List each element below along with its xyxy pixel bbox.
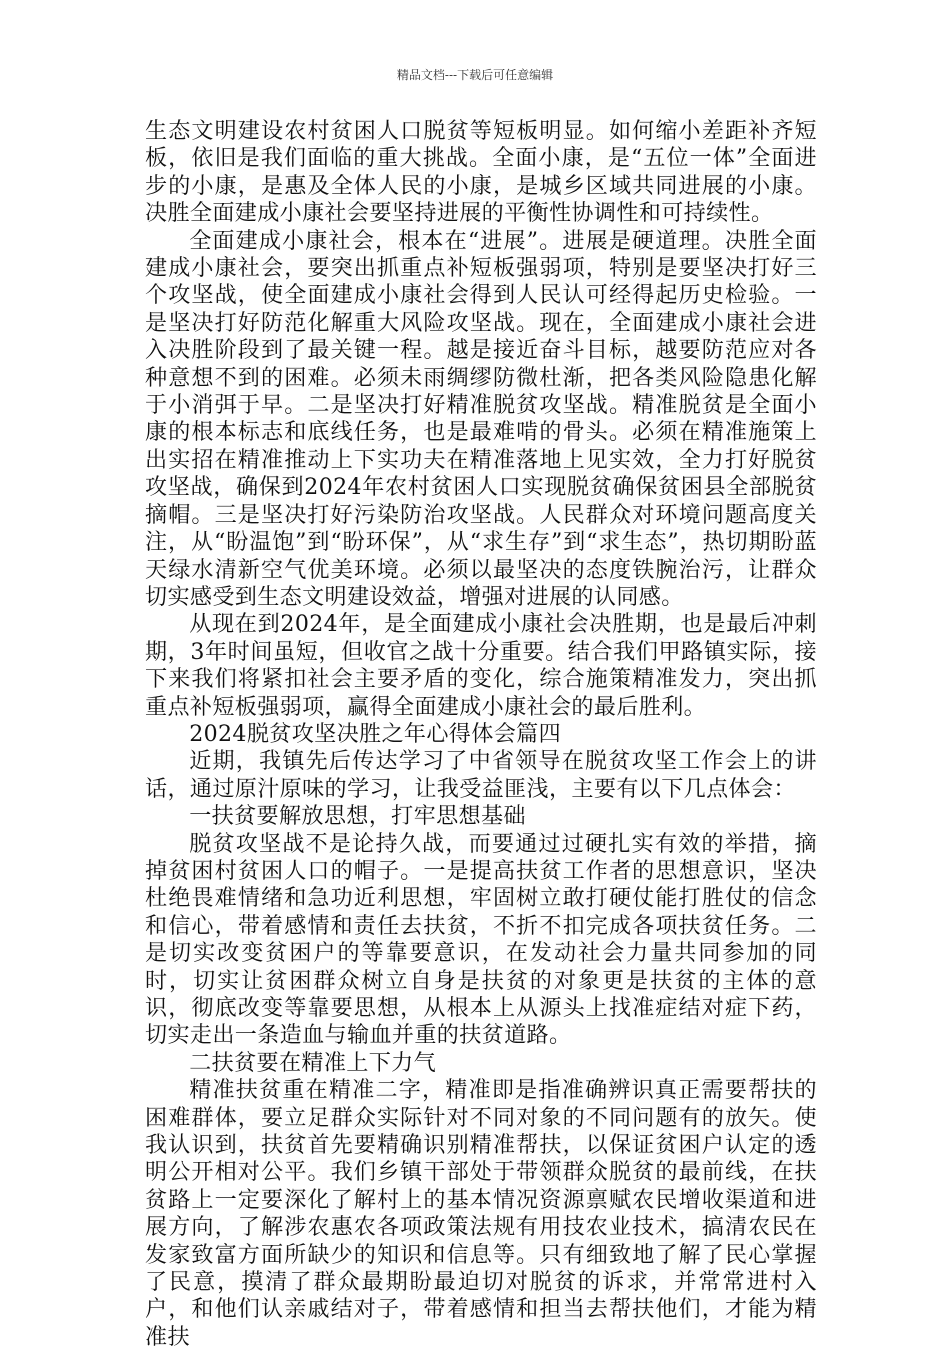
- paragraph: 全面建成小康社会，根本在“进展”。进展是硬道理。决胜全面建成小康社会，要突出抓重点补短板强弱项，特别是要坚决打好三个攻坚战，使全面建成小康社会得到人民认可经得起历史检验。一是坚决打好防范化解重大风险攻坚战。现在，全面建成小康社会进入决胜阶段到了最关键一程。越是接近奋斗目标，越要防范应对各种意想不到的困难。必须未雨绸缪防微杜渐，把各类风险隐患化解于小消弭于早。二是坚决打好精准脱贫攻坚战。精准脱贫是全面小康的根本标志和底线任务，也是最难啃的骨头。必须在精准施策上出实招在精准推动上下实功夫在精准落地上见实效，全力打好脱贫攻坚战，确保到2024年农村贫困人口实现脱贫确保贫困县全部脱贫摘帽。三是坚决打好污染防治攻坚战。人民群众对环境问题高度关注，从“盼温饱”到“盼环保”，从“求生存”到“求生态”，热切期盼蓝天绿水清新空气优美环境。必须以最坚决的态度铁腕治污，让群众切实感受到生态文明建设效益，增强对进展的认同感。: [145, 227, 817, 610]
- paragraph: 近期，我镇先后传达学习了中省领导在脱贫攻坚工作会上的讲话，通过原汁原味的学习，让我受益匪浅，主要有以下几点体会：: [145, 748, 817, 802]
- section-heading: 2024脱贫攻坚决胜之年心得体会篇四: [189, 720, 562, 747]
- document-body: [145, 118, 817, 1351]
- page-header: 精品文档---下载后可任意编辑: [396, 68, 554, 82]
- paragraph: 精准扶贫重在精准二字，精准即是指准确辨识真正需要帮扶的困难群体，要立足群众实际针对不同对象的不同问题有的放矢。使我认识到，扶贫首先要精确识别精准帮扶，以保证贫困户认定的透明公开相对公平。我们乡镇干部处于带领群众脱贫的最前线，在扶贫路上一定要深化了解村上的基本情况资源禀赋农民增收渠道和进展方向，了解涉农惠农各项政策法规有用技农业技术，搞清农民在发家致富方面所缺少的知识和信息等。只有细致地了解了民心掌握了民意，摸清了群众最期盼最迫切对脱贫的诉求，并常常进村入户，和他们认亲戚结对子，带着感情和担当去帮扶他们，才能为精准扶: [145, 1077, 817, 1350]
- paragraph: 生态文明建设农村贫困人口脱贫等短板明显。如何缩小差距补齐短板，依旧是我们面临的重大挑战。全面小康，是“五位一体”全面进步的小康，是惠及全体人民的小康，是城乡区域共同进展的小康。决胜全面建成小康社会要坚持进展的平衡性协调性和可持续性。: [145, 118, 817, 227]
- paragraph: 从现在到2024年，是全面建成小康社会决胜期，也是最后冲刺期，3年时间虽短，但收官之战十分重要。结合我们甲路镇实际，接下来我们将紧扣社会主要矛盾的变化，综合施策精准发力，突出抓重点补短板强弱项，赢得全面建成小康社会的最后胜利。: [145, 611, 817, 720]
- subheading: 二扶贫要在精准上下力气: [189, 1049, 437, 1076]
- paragraph: 脱贫攻坚战不是论持久战，而要通过过硬扎实有效的举措，摘掉贫困村贫困人口的帽子。一是提高扶贫工作者的思想意识，坚决杜绝畏难情绪和急功近利思想，牢固树立敢打硬仗能打胜仗的信念和信心，带着感情和责任去扶贫，不折不扣完成各项扶贫任务。二是切实改变贫困户的等靠要意识，在发动社会力量共同参加的同时，切实让贫困群众树立自身是扶贫的对象更是扶贫的主体的意识，彻底改变等靠要思想，从根本上从源头上找准症结对症下药，切实走出一条造血与输血并重的扶贫道路。: [145, 830, 817, 1049]
- subheading: 一扶贫要解放思想，打牢思想基础: [189, 803, 526, 830]
